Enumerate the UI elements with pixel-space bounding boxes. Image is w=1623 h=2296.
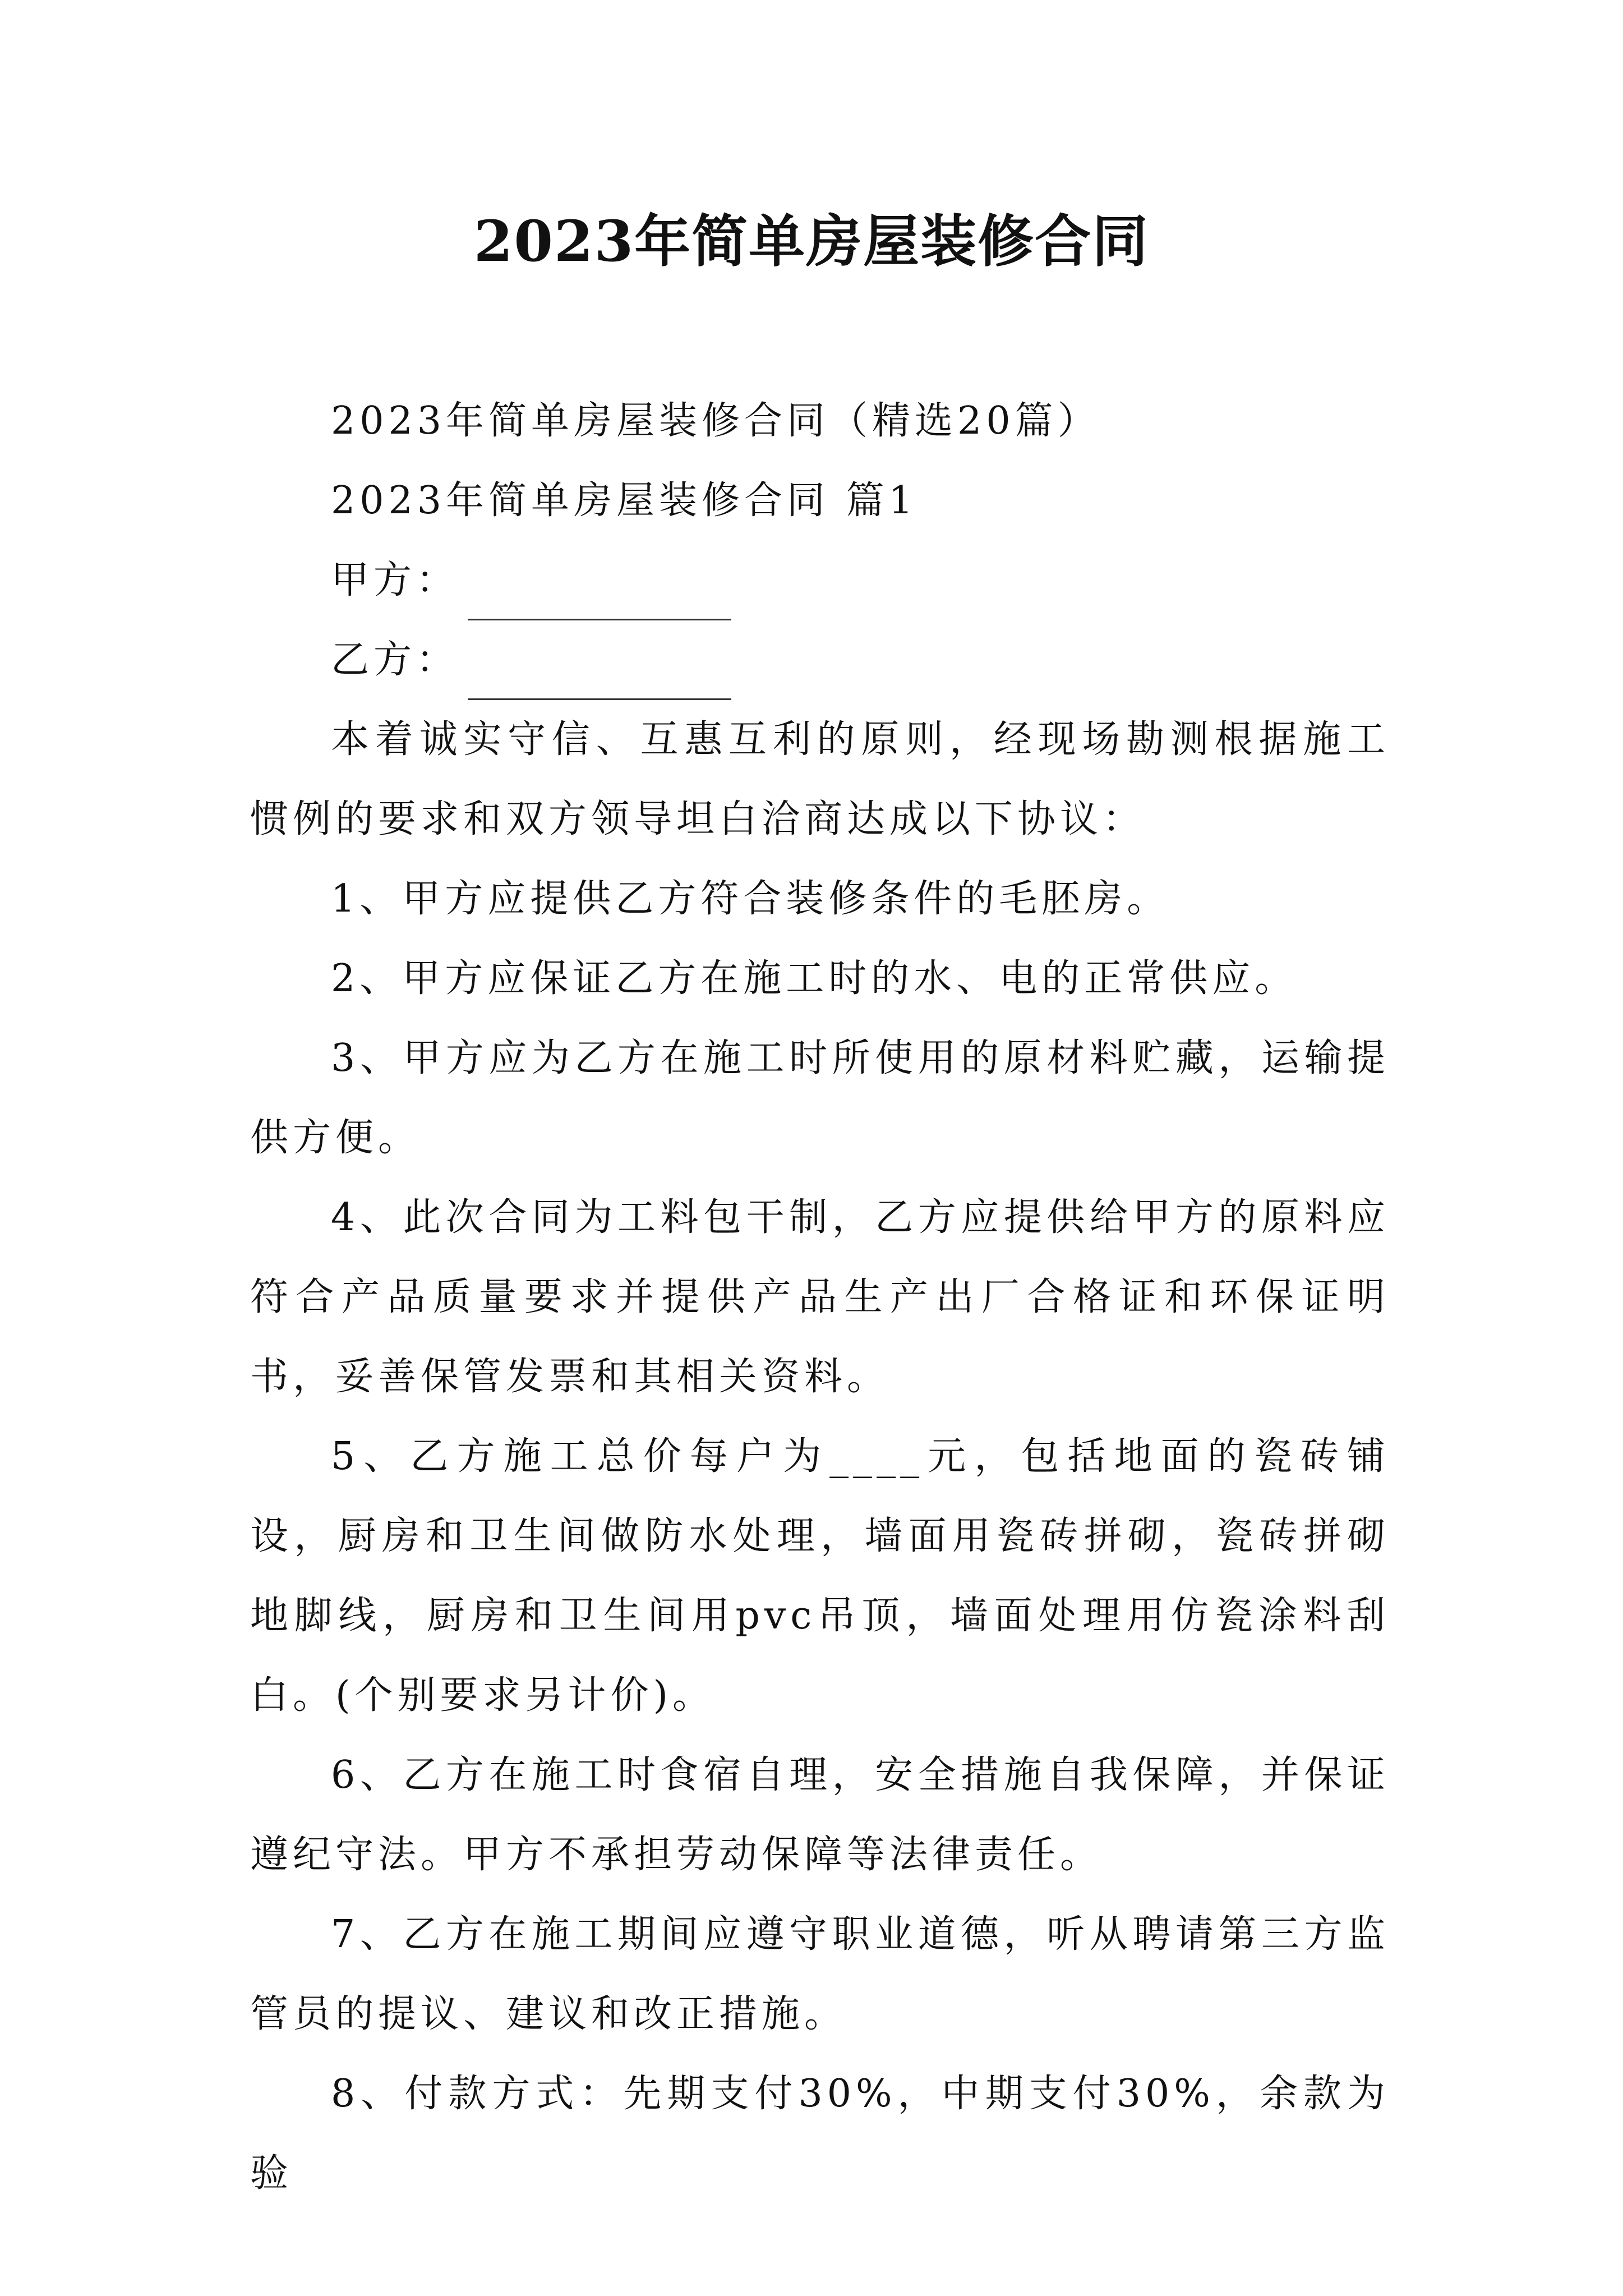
clause-5: 5、乙方施工总价每户为____元，包括地面的瓷砖铺设，厨房和卫生间做防水处理，墙面用瓷砖拼砌，瓷砖拼砌地脚线，厨房和卫生间用pvc吊顶，墙面处理用仿瓷涂料刮白。(个别要求另计价)。 [250, 1434, 1390, 1718]
party-b-line [250, 620, 1390, 700]
party-a-blank [468, 584, 731, 620]
clause-1: 1、甲方应提供乙方符合装修条件的毛胚房。 [331, 877, 1170, 921]
party-b-blank [468, 664, 731, 700]
clause-3: 3、甲方应为乙方在施工时所使用的原材料贮藏，运输提供方便。 [250, 1036, 1390, 1160]
preamble-paragraph: 本着诚实守信、互惠互利的原则，经现场勘测根据施工惯例的要求和双方领导坦白洽商达成以下协议： [250, 717, 1390, 841]
document-title: 2023年简单房屋装修合同 [473, 208, 1150, 274]
clause-2: 2、甲方应保证乙方在施工时的水、电的正常供应。 [331, 956, 1298, 1001]
clause-7: 7、乙方在施工期间应遵守职业道德，听从聘请第三方监管员的提议、建议和改正措施。 [250, 1912, 1390, 2036]
section-heading: 2023年简单房屋装修合同 篇1 [331, 478, 917, 523]
party-a-label: 甲方： [331, 558, 459, 602]
clause-8: 8、付款方式：先期支付30%，中期支付30%，余款为验 [250, 2072, 1390, 2196]
party-a-line [250, 541, 1390, 620]
clause-6: 6、乙方在施工时食宿自理，安全措施自我保障，并保证遵纪守法。甲方不承担劳动保障等法律责任。 [250, 1753, 1390, 1877]
party-b-label: 乙方： [331, 638, 459, 682]
clause-4: 4、此次合同为工料包干制，乙方应提供给甲方的原料应符合产品质量要求并提供产品生产出厂合格证和环保证明书，妥善保管发票和其相关资料。 [250, 1195, 1390, 1399]
subtitle-paragraph: 2023年简单房屋装修合同（精选20篇） [331, 399, 1100, 443]
document-body [250, 381, 1390, 2214]
